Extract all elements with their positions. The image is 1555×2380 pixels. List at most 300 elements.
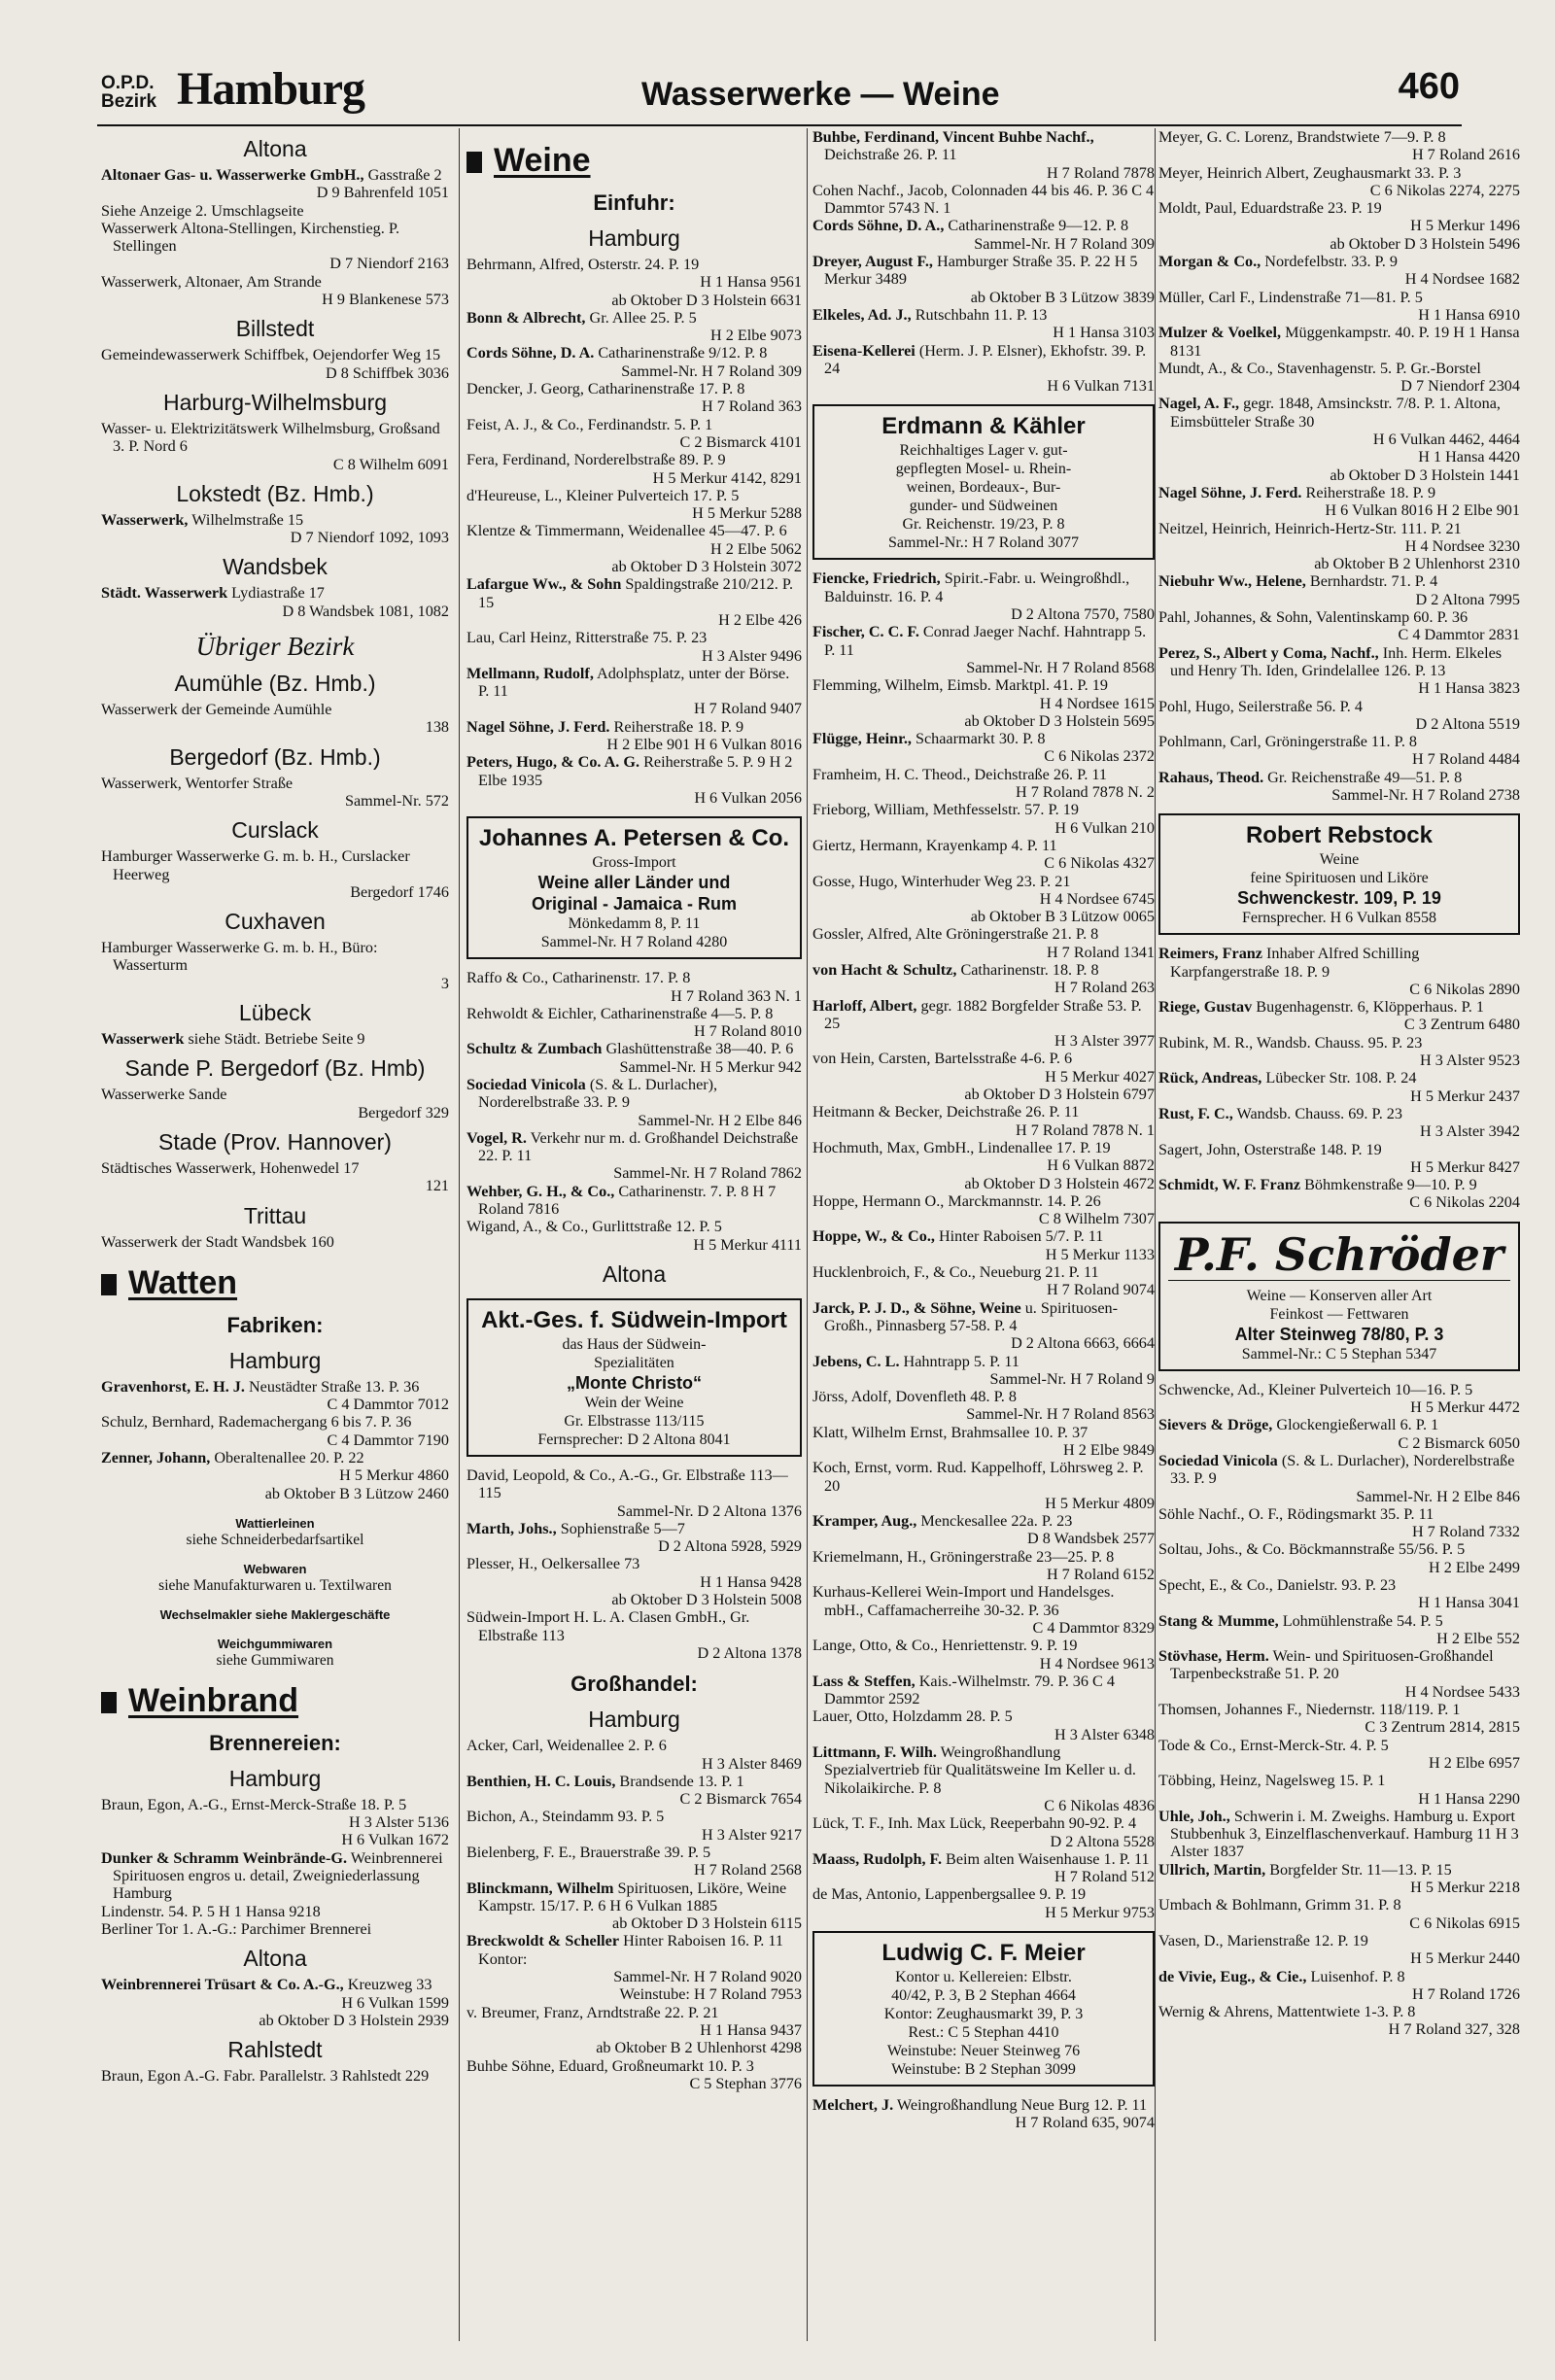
entry-text: Verkehr nur m. d. Großhandel Deichstraße 22. P. 11 bbox=[478, 1128, 799, 1165]
entry-text: Inhaber Alfred Schilling Karpfangerstraße 18. P. 9 bbox=[1170, 945, 1420, 981]
entry-text: Wasserwerk, Altonaer, Am Strande bbox=[101, 272, 322, 291]
directory-entry bbox=[101, 1796, 449, 1813]
phone-line: C 4 Dammtor 8329 bbox=[1032, 1618, 1155, 1637]
entry-text: Schwencke, Ad., Kleiner Pulverteich 10—16. P. 5 bbox=[1158, 1380, 1473, 1398]
entry-text: Gr. Allee 25. P. 5 bbox=[585, 308, 697, 327]
directory-entry bbox=[466, 969, 802, 986]
directory-entry bbox=[1158, 644, 1520, 680]
phone-line: C 8 Wilhelm 7307 bbox=[1038, 1210, 1155, 1228]
directory-entry bbox=[812, 1103, 1155, 1121]
phone-line: D 7 Niendorf 2163 bbox=[329, 255, 449, 273]
directory-entry bbox=[101, 166, 449, 184]
phone-line: H 6 Vulkan 8872 bbox=[1047, 1156, 1155, 1175]
entry-name: Melchert, J. bbox=[812, 2096, 894, 2115]
directory-entry bbox=[1158, 289, 1520, 306]
column-divider bbox=[459, 128, 460, 2341]
phone-line: H 7 Roland 7878 N. 2 bbox=[1016, 783, 1155, 802]
directory-entry bbox=[1158, 1034, 1520, 1052]
ad-title: Akt.-Ges. f. Südwein-Import bbox=[481, 1306, 787, 1333]
phone-line: H 5 Merkur 4472 bbox=[1410, 1398, 1520, 1417]
bezirk-label: Bezirk bbox=[101, 91, 157, 112]
entry-text: Catharinenstraße 9/12. P. 8 bbox=[594, 344, 768, 362]
phone-line: D 8 Wandsbek 1081, 1082 bbox=[282, 602, 449, 620]
column-4 bbox=[1158, 128, 1520, 2341]
entry-text: Conrad Jaeger Nachf. Hahntrapp 5. P. 11 bbox=[824, 623, 1147, 659]
ad-line: Mönkedamm 8, P. 11 bbox=[568, 915, 701, 933]
cross-reference-heading: Wattierleinen bbox=[235, 1515, 315, 1531]
entry-text: Pohl, Hugo, Seilerstraße 56. P. 4 bbox=[1158, 697, 1363, 715]
phone-line: ab Oktober D 3 Holstein 2939 bbox=[259, 2011, 449, 2029]
location-heading: Stade (Prov. Hannover) bbox=[158, 1128, 392, 1155]
directory-entry bbox=[812, 1353, 1155, 1370]
entry-text: de Mas, Antonio, Lappenbergsallee 9. P. 19 bbox=[812, 1885, 1087, 1904]
directory-entry bbox=[1158, 998, 1520, 1016]
entry-text: Pahl, Johannes, & Sohn, Valentinskamp 60. P. 36 bbox=[1158, 608, 1469, 627]
entry-text: Gr. Reichenstraße 49—51. P. 8 bbox=[1263, 768, 1463, 786]
phone-line: C 6 Nikolas 2274, 2275 bbox=[1369, 181, 1520, 199]
entry-name: Cords Söhne, D. A. bbox=[466, 344, 595, 362]
entry-text: Wein- und Spirituosen-Großhandel Tarpenbeckstraße 51. P. 20 bbox=[1170, 1647, 1494, 1683]
entry-name: Peters, Hugo, & Co. A. G. bbox=[466, 753, 640, 772]
phone-line: C 4 Dammtor 7012 bbox=[327, 1396, 449, 1414]
entry-name: de Vivie, Eug., & Cie., bbox=[1158, 1967, 1307, 1985]
entry-name: Jarck, P. J. D., & Söhne, Weine bbox=[812, 1298, 1021, 1317]
entry-name: Jebens, C. L. bbox=[812, 1352, 900, 1370]
entry-text: gegr. 1848, Amsinckstr. 7/8. P. 1. Altona, Eimsbütteler Straße 30 bbox=[1170, 395, 1501, 431]
phone-line: H 5 Merkur 2437 bbox=[1410, 1087, 1520, 1105]
phone-line: C 2 Bismarck 6050 bbox=[1398, 1433, 1520, 1452]
entry-text: Specht, E., & Co., Danielstr. 93. P. 23 bbox=[1158, 1576, 1397, 1594]
entry-text: Soltau, Johs., & Co. Böckmannstraße 55/56. P. 5 bbox=[1158, 1540, 1466, 1559]
entry-name: Gravenhorst, E. H. J. bbox=[101, 1377, 245, 1396]
directory-entry bbox=[1158, 1452, 1520, 1488]
phone-line: H 5 Merkur 1496 bbox=[1410, 217, 1520, 235]
entry-text: Többing, Heinz, Nagelsweg 15. P. 1 bbox=[1158, 1772, 1386, 1790]
entry-text: Koch, Ernst, vorm. Rud. Kappelhoff, Löhrsweg 2. P. 20 bbox=[812, 1459, 1144, 1495]
phone-line: D 7 Niendorf 1092, 1093 bbox=[290, 529, 449, 547]
phone-line: C 2 Bismarck 7654 bbox=[679, 1790, 802, 1809]
directory-entry bbox=[466, 665, 802, 701]
phone-line: H 7 Roland 7878 N. 1 bbox=[1016, 1121, 1155, 1139]
directory-entry bbox=[466, 1129, 802, 1165]
ad-title: Robert Rebstock bbox=[1245, 822, 1434, 849]
ad-line: Gross-Import bbox=[592, 854, 676, 872]
directory-entry bbox=[1158, 698, 1520, 715]
entry-text: Adolphsplatz, unter der Börse. P. 11 bbox=[478, 664, 790, 701]
phone-line: Sammel-Nr. H 5 Merkur 942 bbox=[619, 1057, 802, 1076]
entry-text: Wasserwerk, Wentorfer Straße bbox=[101, 774, 294, 792]
entry-text: Gosse, Hugo, Winterhuder Weg 23. P. 21 bbox=[812, 872, 1071, 890]
entry-text: Spirit.-Fabr. u. Weingroßhdl., Balduinstr. 16. P. 4 bbox=[824, 569, 1130, 605]
directory-entry bbox=[812, 1673, 1155, 1708]
directory-entry bbox=[101, 273, 449, 291]
section-heading-label: Watten bbox=[128, 1263, 238, 1301]
cross-reference-heading: Wechselmakler siehe Maklergeschäfte bbox=[159, 1606, 391, 1622]
entry-text: Berliner Tor 1. A.-G.: Parchimer Brennerei bbox=[101, 1919, 372, 1938]
opd-label: O.P.D. bbox=[101, 73, 155, 93]
directory-entry bbox=[1158, 572, 1520, 590]
page-header bbox=[97, 60, 1462, 126]
phone-line: H 5 Merkur 2440 bbox=[1410, 1949, 1520, 1968]
phone-line: H 1 Hansa 3041 bbox=[1418, 1594, 1520, 1612]
location-heading: Cuxhaven bbox=[225, 909, 326, 935]
entry-text: Klentze & Timmermann, Weidenallee 45—47. P. 6 bbox=[466, 522, 787, 540]
entry-text: Hamburger Wasserwerke G. m. b. H., Büro: Wasserturm bbox=[101, 939, 378, 975]
phone-line: H 7 Roland 363 N. 1 bbox=[671, 986, 802, 1005]
entry-text: Pohlmann, Carl, Gröningerstraße 11. P. 8 bbox=[1158, 733, 1418, 751]
phone-line: H 7 Roland 9074 bbox=[1046, 1281, 1155, 1299]
ad-line: Rest.: C 5 Stephan 4410 bbox=[908, 2024, 1059, 2042]
ad-line: Fernsprecher: D 2 Altona 8041 bbox=[537, 1431, 731, 1448]
phone-line: H 1 Hansa 3823 bbox=[1418, 679, 1520, 698]
phone-line: ab Oktober D 3 Holstein 6115 bbox=[612, 1914, 802, 1933]
entry-name: Lass & Steffen, bbox=[812, 1672, 916, 1690]
entry-text: Hochmuth, Max, GmbH., Lindenallee 17. P. 19 bbox=[812, 1138, 1111, 1156]
directory-entry bbox=[1158, 253, 1520, 270]
phone-line: 138 bbox=[425, 718, 449, 737]
entry-name: Stang & Mumme, bbox=[1158, 1611, 1279, 1630]
phone-line: D 2 Altona 6663, 6664 bbox=[1011, 1334, 1155, 1353]
entry-text: Raffo & Co., Catharinenstr. 17. P. 8 bbox=[466, 969, 691, 987]
phone-line: H 3 Alster 9523 bbox=[1420, 1052, 1520, 1070]
directory-entry bbox=[466, 1520, 802, 1537]
phone-line: D 2 Altona 5928, 5929 bbox=[658, 1537, 802, 1556]
directory-entry bbox=[1158, 733, 1520, 750]
entry-name: Bonn & Albrecht, bbox=[466, 308, 586, 327]
location-heading: Hamburg bbox=[588, 1707, 680, 1733]
ad-title: Ludwig C. F. Meier bbox=[881, 1940, 1086, 1967]
entry-text: Rutschbahn 11. P. 13 bbox=[911, 305, 1048, 324]
entry-text: (Herm. J. P. Elsner), Ekhofstr. 39. P. 24 bbox=[824, 341, 1147, 377]
phone-line: C 6 Nikolas 4327 bbox=[1044, 854, 1155, 873]
entry-name: Marth, Johs., bbox=[466, 1519, 557, 1537]
entry-text: Siehe Anzeige 2. Umschlagseite bbox=[101, 201, 304, 220]
directory-entry bbox=[466, 718, 802, 736]
location-heading: Rahlstedt bbox=[227, 2037, 323, 2063]
entry-text: Kurhaus-Kellerei Wein-Import und Handelsges. mbH., Caffamacherreihe 30-32. P. 36 bbox=[812, 1583, 1115, 1619]
directory-entry bbox=[466, 256, 802, 273]
directory-entry bbox=[1158, 1176, 1520, 1193]
entry-text: Nordefelbstr. 33. P. 9 bbox=[1261, 253, 1398, 271]
directory-entry bbox=[812, 873, 1155, 890]
directory-entry bbox=[101, 1920, 449, 1938]
entry-name: Nagel, A. F., bbox=[1158, 395, 1240, 413]
entry-name: Weinbrennerei Trüsart & Co. A.-G., bbox=[101, 1976, 344, 1994]
entry-text: Wilhelmstraße 15 bbox=[188, 510, 304, 529]
entry-name: Schultz & Zumbach bbox=[466, 1040, 603, 1058]
subsection-heading: Großhandel: bbox=[570, 1672, 698, 1697]
directory-entry bbox=[466, 1183, 802, 1219]
location-heading: Hamburg bbox=[228, 1347, 322, 1373]
entry-name: Ullrich, Martin, bbox=[1158, 1860, 1266, 1879]
directory-entry bbox=[1158, 324, 1520, 360]
phone-line: ab Oktober B 3 Lützow 0065 bbox=[970, 908, 1155, 926]
directory-entry bbox=[466, 2004, 802, 2021]
entry-text: Neustädter Straße 13. P. 36 bbox=[244, 1377, 420, 1396]
entry-name: Morgan & Co., bbox=[1158, 253, 1261, 271]
entry-name: Maass, Rudolph, F. bbox=[812, 1849, 942, 1868]
directory-entry bbox=[466, 1880, 802, 1915]
page-title: Wasserwerke — Weine bbox=[641, 76, 1000, 113]
entry-text: Braun, Egon A.-G. Fabr. Parallelstr. 3 Rahlstedt 229 bbox=[101, 2067, 430, 2086]
entry-text: Vasen, D., Marienstraße 12. P. 19 bbox=[1158, 1931, 1368, 1949]
entry-name: Nagel Söhne, J. Ferd. bbox=[466, 717, 610, 736]
directory-entry bbox=[812, 730, 1155, 747]
phone-line: H 7 Roland 635, 9074 bbox=[1015, 2114, 1155, 2132]
phone-line: H 4 Nordsee 1615 bbox=[1039, 694, 1155, 712]
entry-text: Schulz, Bernhard, Rademachergang 6 bis 7. P. 36 bbox=[101, 1413, 412, 1431]
directory-entry bbox=[466, 629, 802, 646]
location-heading: Harburg-Wilhelmsburg bbox=[162, 389, 388, 415]
square-bullet-icon bbox=[101, 1274, 117, 1295]
phone-line: ab Oktober B 3 Lützow 3839 bbox=[970, 288, 1155, 306]
entry-name: Fiencke, Friedrich, bbox=[812, 569, 941, 588]
directory-entry bbox=[1158, 1701, 1520, 1718]
entry-text: Framheim, H. C. Theod., Deichstraße 26. P. 11 bbox=[812, 765, 1108, 783]
directory-entry bbox=[812, 997, 1155, 1033]
ad-title: Erdmann & Kähler bbox=[881, 413, 1086, 440]
directory-entry bbox=[812, 801, 1155, 818]
phone-line: ab Oktober D 3 Holstein 6797 bbox=[964, 1086, 1155, 1104]
directory-entry bbox=[812, 1459, 1155, 1495]
entry-text: Weinbrennerei Spirituosen engros u. detail, Zweigniederlassung Hamburg bbox=[113, 1848, 443, 1903]
ad-line: Sammel-Nr.: H 7 Roland 3077 bbox=[888, 535, 1079, 552]
phone-line: D 2 Altona 1378 bbox=[697, 1643, 802, 1662]
entry-text: Fera, Ferdinand, Norderelbstraße 89. P. 9 bbox=[466, 451, 726, 469]
directory-entry bbox=[812, 128, 1155, 164]
entry-name: Sociedad Vinicola bbox=[466, 1075, 586, 1093]
location-heading: Wandsbek bbox=[223, 554, 328, 580]
phone-line: Bergedorf 1746 bbox=[350, 882, 449, 901]
entry-text: Wasserwerke Sande bbox=[101, 1086, 227, 1104]
phone-line: ab Oktober D 3 Holstein 5008 bbox=[611, 1591, 802, 1609]
phone-line: ab Oktober B 3 Lützow 2460 bbox=[264, 1484, 449, 1502]
entry-text: von Hein, Carsten, Bartelsstraße 4-6. P. 6 bbox=[812, 1050, 1073, 1068]
ad-line: weinen, Bordeaux-, Bur- bbox=[906, 479, 1061, 497]
phone-line: H 2 Elbe 552 bbox=[1436, 1629, 1520, 1647]
location-heading: Altona bbox=[243, 1946, 307, 1972]
phone-line: H 1 Hansa 9561 bbox=[700, 273, 802, 292]
entry-text: Kreuzweg 33 bbox=[343, 1976, 432, 1994]
entry-text: Lübecker Str. 108. P. 24 bbox=[1261, 1069, 1417, 1087]
phone-line: H 4 Nordsee 1682 bbox=[1404, 270, 1520, 289]
phone-line: Sammel-Nr. H 7 Roland 9 bbox=[989, 1369, 1155, 1388]
phone-line: C 5 Stephan 3776 bbox=[689, 2074, 802, 2092]
directory-entry bbox=[101, 1159, 449, 1177]
directory-entry bbox=[812, 1885, 1155, 1903]
entry-name: Elkeles, Ad. J., bbox=[812, 305, 912, 324]
phone-line: D 2 Altona 7570, 7580 bbox=[1011, 605, 1155, 624]
location-heading: Curslack bbox=[231, 817, 319, 844]
entry-text: Giertz, Hermann, Krayenkamp 4. P. 11 bbox=[812, 836, 1057, 854]
directory-entry bbox=[1158, 1576, 1520, 1594]
phone-line: H 2 Elbe 6957 bbox=[1429, 1753, 1520, 1772]
entry-text: Weingroßhandlung Neue Burg 12. P. 11 bbox=[893, 2096, 1148, 2115]
phone-line: H 9 Blankenese 573 bbox=[322, 291, 449, 309]
directory-entry bbox=[1158, 1808, 1520, 1861]
entry-text: Lohmühlenstraße 54. P. 5 bbox=[1278, 1611, 1443, 1630]
phone-line: H 4 Nordsee 9613 bbox=[1039, 1654, 1155, 1673]
ad-line: Sammel-Nr. H 7 Roland 4280 bbox=[540, 934, 728, 951]
directory-entry bbox=[1158, 1381, 1520, 1398]
directory-entry bbox=[1158, 1105, 1520, 1122]
directory-entry bbox=[812, 1424, 1155, 1441]
entry-text: Bielenberg, F. E., Brauerstraße 39. P. 5 bbox=[466, 1844, 711, 1861]
entry-text: Söhle Nachf., O. F., Rödingsmarkt 35. P. 11 bbox=[1158, 1504, 1434, 1523]
phone-line: H 3 Alster 3977 bbox=[1054, 1032, 1155, 1051]
directory-entry bbox=[101, 1233, 449, 1251]
directory-entry bbox=[466, 1005, 802, 1022]
entry-text: Lange, Otto, & Co., Henriettenstr. 9. P. 19 bbox=[812, 1637, 1078, 1655]
entry-text: Wasserwerk Altona-Stellingen, Kirchenstieg. P. Stellingen bbox=[101, 219, 400, 256]
directory-entry bbox=[1158, 1772, 1520, 1789]
directory-entry bbox=[101, 1903, 449, 1920]
directory-entry bbox=[1158, 1861, 1520, 1879]
phone-line: ab Oktober B 2 Uhlenhorst 2310 bbox=[1314, 555, 1520, 573]
ad-line: Gr. Reichenstr. 19/23, P. 8 bbox=[902, 516, 1065, 534]
ad-line: Weine bbox=[1319, 851, 1360, 869]
entry-text: gegr. 1882 Borgfelder Straße 53. P. 25 bbox=[824, 996, 1142, 1032]
directory-entry bbox=[466, 1844, 802, 1861]
entry-name: Schmidt, W. F. Franz bbox=[1158, 1176, 1301, 1194]
phone-line: Bergedorf 329 bbox=[358, 1103, 449, 1121]
entry-text: Klatt, Wilhelm Ernst, Brahmsallee 10. P. 37 bbox=[812, 1423, 1088, 1441]
phone-line: ab Oktober B 2 Uhlenhorst 4298 bbox=[596, 2039, 802, 2057]
directory-entry bbox=[812, 1299, 1155, 1335]
directory-entry bbox=[466, 416, 802, 433]
phone-line: ab Oktober D 3 Holstein 5496 bbox=[1330, 234, 1520, 253]
directory-entry bbox=[1158, 1069, 1520, 1087]
entry-name: Städt. Wasserwerk bbox=[101, 584, 228, 603]
entry-text: Heitmann & Becker, Deichstraße 26. P. 11 bbox=[812, 1103, 1080, 1121]
entry-name: Rust, F. C., bbox=[1158, 1104, 1233, 1122]
directory-entry bbox=[812, 1227, 1155, 1245]
directory-entry bbox=[101, 1849, 449, 1903]
column-2 bbox=[466, 128, 802, 2341]
phone-line: H 7 Roland 2568 bbox=[693, 1861, 802, 1880]
phone-line: H 6 Vulkan 2056 bbox=[694, 788, 802, 807]
phone-line: C 3 Zentrum 6480 bbox=[1403, 1016, 1520, 1034]
entry-name: Zenner, Johann, bbox=[101, 1448, 211, 1466]
directory-entry bbox=[101, 775, 449, 792]
directory-entry bbox=[812, 1512, 1155, 1530]
directory-entry bbox=[101, 346, 449, 363]
phone-line: H 7 Roland 263 bbox=[1054, 979, 1155, 997]
phone-line: H 5 Merkur 4809 bbox=[1045, 1494, 1155, 1512]
phone-line: H 7 Roland 7878 bbox=[1046, 163, 1155, 182]
entry-name: Rück, Andreas, bbox=[1158, 1069, 1262, 1087]
entry-text: Menckesallee 22a. P. 23 bbox=[916, 1512, 1073, 1531]
entry-name: Rahaus, Theod. bbox=[1158, 768, 1264, 786]
ad-line: Weine — Konserven aller Art bbox=[1246, 1287, 1433, 1304]
directory-entry bbox=[466, 1737, 802, 1754]
entry-text: Mundt, A., & Co., Stavenhagenstr. 5. P. Gr.-Borstel bbox=[1158, 359, 1481, 377]
entry-text: Kais.-Wilhelmstr. 79. P. 36 C 4 Dammtor 2592 bbox=[824, 1672, 1115, 1708]
entry-text: v. Breumer, Franz, Arndtstraße 22. P. 21 bbox=[466, 2003, 719, 2021]
entry-name: Niebuhr Ww., Helene, bbox=[1158, 572, 1306, 591]
entry-text: Städtisches Wasserwerk, Hohenwedel 17 bbox=[101, 1158, 360, 1177]
entry-text: Beim alten Waisenhause 1. P. 11 bbox=[942, 1849, 1150, 1868]
entry-text: Brandsende 13. P. 1 bbox=[615, 1772, 744, 1790]
phone-line: C 4 Dammtor 7190 bbox=[327, 1431, 449, 1449]
directory-entry bbox=[812, 1388, 1155, 1405]
entry-text: Hoppe, Hermann O., Marckmannstr. 14. P. 26 bbox=[812, 1191, 1101, 1210]
directory-entry bbox=[1158, 1737, 1520, 1754]
phone-line: H 6 Vulkan 1599 bbox=[341, 1993, 449, 2012]
entry-text: Moldt, Paul, Eduardstraße 23. P. 19 bbox=[1158, 199, 1382, 218]
location-heading: Aumühle (Bz. Hmb.) bbox=[174, 671, 376, 697]
entry-text: (S. & L. Durlacher), Norderelbstraße 33. P. 9 bbox=[478, 1075, 718, 1112]
entry-text: Meyer, Heinrich Albert, Zeughausmarkt 33. P. 3 bbox=[1158, 163, 1462, 182]
directory-entry bbox=[1158, 520, 1520, 537]
advertisement-box bbox=[812, 1931, 1155, 2087]
entry-text: Bernhardstr. 71. P. 4 bbox=[1305, 572, 1438, 591]
phone-line: H 7 Roland 363 bbox=[702, 397, 802, 416]
ad-line: Wein der Weine bbox=[584, 1394, 684, 1411]
directory-entry bbox=[1158, 1540, 1520, 1558]
cross-reference-heading: Webwaren bbox=[243, 1561, 307, 1576]
ad-line: gunder- und Südweinen bbox=[909, 498, 1058, 515]
directory-entry bbox=[466, 344, 802, 362]
phone-line: H 5 Merkur 5288 bbox=[692, 504, 802, 523]
entry-text: Gemeindewasserwerk Schiffbek, Oejendorfer Weg 15 bbox=[101, 346, 441, 364]
ad-line: Weine aller Länder und bbox=[537, 873, 731, 893]
phone-line: H 3 Alster 9217 bbox=[702, 1825, 802, 1844]
phone-line: D 2 Altona 7995 bbox=[1415, 590, 1520, 608]
location-heading: Billstedt bbox=[235, 316, 315, 342]
advertisement-box bbox=[812, 404, 1155, 560]
entry-text: Schaarmarkt 30. P. 8 bbox=[911, 730, 1046, 748]
phone-line: H 3 Alster 5136 bbox=[349, 1813, 449, 1832]
directory-entry bbox=[812, 925, 1155, 943]
phone-line: 3 bbox=[440, 974, 449, 992]
phone-line: Sammel-Nr. H 2 Elbe 846 bbox=[1356, 1487, 1520, 1505]
entry-text: siehe Städt. Betriebe Seite 9 bbox=[184, 1030, 365, 1049]
entry-text: Neitzel, Heinrich, Heinrich-Hertz-Str. 111. P. 21 bbox=[1158, 519, 1462, 537]
directory-entry bbox=[812, 837, 1155, 854]
entry-text: Wasser- u. Elektrizitätswerk Wilhelmsburg, Großsand 3. P. Nord 6 bbox=[101, 419, 440, 456]
entry-text: Wasserwerk der Gemeinde Aumühle bbox=[101, 701, 332, 719]
entry-text: Lau, Carl Heinz, Ritterstraße 75. P. 23 bbox=[466, 629, 708, 647]
entry-name: Wasserwerk, bbox=[101, 510, 189, 529]
phone-line: H 5 Merkur 2218 bbox=[1410, 1879, 1520, 1897]
entry-text: Flemming, Wilhelm, Eimsb. Marktpl. 41. P. 19 bbox=[812, 676, 1108, 695]
ad-line: Alter Steinweg 78/80, P. 3 bbox=[1234, 1324, 1444, 1344]
entry-text: Tode & Co., Ernst-Merck-Str. 4. P. 5 bbox=[1158, 1736, 1389, 1754]
ad-line: Kontor u. Kellereien: Elbstr. bbox=[895, 1969, 1072, 1986]
entry-text: Buhbe Söhne, Eduard, Großneumarkt 10. P. 3 bbox=[466, 2056, 754, 2075]
entry-text: Gossler, Alfred, Alte Gröningerstraße 21. P. 8 bbox=[812, 925, 1099, 944]
ad-line: das Haus der Südwein- bbox=[562, 1335, 707, 1353]
advertisement-box bbox=[466, 816, 802, 959]
section-heading bbox=[101, 1680, 449, 1721]
entry-text: Wigand, A., & Co., Gurlittstraße 12. P. 5 bbox=[466, 1218, 722, 1236]
directory-entry bbox=[101, 584, 449, 602]
entry-name: von Hacht & Schultz, bbox=[812, 960, 957, 979]
advertisement-box bbox=[1158, 813, 1520, 935]
phone-line: H 6 Vulkan 1672 bbox=[341, 1831, 449, 1849]
entry-text: Müggenkampstr. 40. P. 19 H 1 Hansa 8131 bbox=[1170, 324, 1520, 360]
phone-line: ab Oktober D 3 Holstein 3072 bbox=[611, 558, 802, 576]
phone-line: ab Oktober D 3 Holstein 4672 bbox=[964, 1174, 1155, 1192]
entry-name: Wehber, G. H., & Co., bbox=[466, 1182, 615, 1200]
phone-line: H 1 Hansa 4420 bbox=[1418, 448, 1520, 466]
entry-text: Borgfelder Str. 11—13. P. 15 bbox=[1265, 1860, 1452, 1879]
entry-text: Spaldingstraße 210/212. P. 15 bbox=[478, 575, 794, 611]
phone-line: H 4 Nordsee 3230 bbox=[1404, 536, 1520, 555]
entry-name: Kramper, Aug., bbox=[812, 1512, 917, 1531]
phone-line: H 7 Roland 1726 bbox=[1411, 1984, 1520, 2003]
